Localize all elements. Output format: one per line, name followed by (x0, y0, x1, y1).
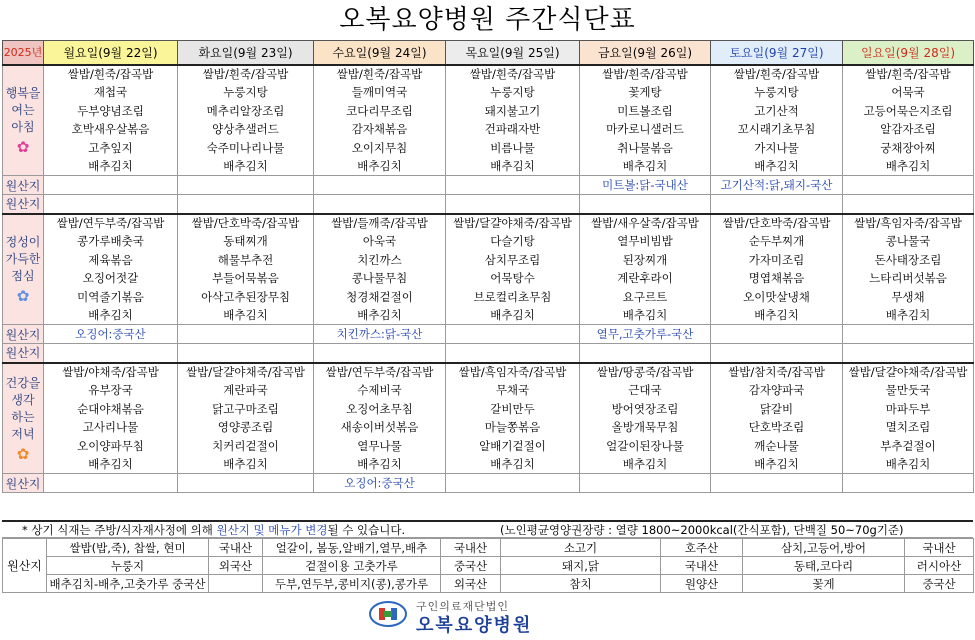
year-label: 2025년 (3, 41, 44, 65)
origin-cell (314, 176, 446, 195)
menu-cell: 배추김치 (314, 157, 446, 176)
menu-cell: 콩나물무침 (314, 269, 446, 288)
menu-cell: 쌀밥/연두부죽/잡곡밥 (44, 214, 178, 233)
menu-cell: 숙주미나리나물 (178, 139, 314, 158)
origin-item: 누룽지 (47, 557, 209, 575)
logo-subtitle: 구인의료재단법인 (416, 600, 510, 613)
origin-cell (178, 195, 314, 214)
menu-row (3, 120, 974, 139)
menu-cell: 느타리버섯볶음 (843, 269, 974, 288)
menu-cell: 어묵탕수 (446, 269, 580, 288)
menu-cell: 돼지불고기 (446, 102, 580, 121)
menu-cell: 배추김치 (178, 455, 314, 474)
menu-cell: 마카로니샐러드 (580, 120, 711, 139)
origin-cell (711, 325, 843, 344)
origin-cell (446, 474, 580, 493)
menu-row (3, 418, 974, 437)
menu-cell: 부들어묵볶음 (178, 269, 314, 288)
menu-cell: 물만둣국 (843, 381, 974, 400)
menu-cell: 오이양파무침 (44, 437, 178, 456)
menu-cell: 무생채 (843, 288, 974, 307)
menu-cell: 배추김치 (314, 455, 446, 474)
menu-cell: 배추김치 (44, 157, 178, 176)
menu-cell: 알배기겉절이 (446, 437, 580, 456)
menu-cell: 감자양파국 (711, 381, 843, 400)
origin-cell (843, 325, 974, 344)
menu-cell: 배추김치 (711, 306, 843, 325)
menu-cell: 멸치조림 (843, 418, 974, 437)
origin-label: 원산지 (3, 474, 44, 493)
origin-row (3, 325, 974, 344)
menu-cell: 명엽채볶음 (711, 269, 843, 288)
menu-cell: 배추김치 (580, 306, 711, 325)
menu-cell: 배추김치 (843, 455, 974, 474)
origin-cell (314, 195, 446, 214)
hospital-logo (368, 596, 618, 634)
menu-cell: 누룽지탕 (178, 83, 314, 102)
origin-item: 꽃게 (743, 575, 905, 593)
menu-cell: 쌀밥/야채죽/잡곡밥 (44, 363, 178, 382)
menu-cell: 단호박조림 (711, 418, 843, 437)
menu-cell: 삼치무조림 (446, 251, 580, 270)
menu-cell: 가지나물 (711, 139, 843, 158)
origin-cell (843, 195, 974, 214)
origin-cell (446, 344, 580, 363)
origin-country: 외국산 (209, 557, 263, 575)
menu-cell: 쌀밥/흰죽/잡곡밥 (711, 65, 843, 84)
menu-cell: 배추김치 (178, 157, 314, 176)
menu-cell: 배추김치 (711, 157, 843, 176)
menu-cell: 동태찌개 (178, 232, 314, 251)
menu-row (3, 306, 974, 325)
menu-cell: 아욱국 (314, 232, 446, 251)
menu-cell: 치커리겉절이 (178, 437, 314, 456)
menu-cell: 얼갈이된장나물 (580, 437, 711, 456)
day-header: 토요일(9월 27일) (711, 41, 843, 65)
menu-cell: 코다리무조림 (314, 102, 446, 121)
menu-cell: 궁채장아찌 (843, 139, 974, 158)
menu-cell: 치킨까스 (314, 251, 446, 270)
menu-cell: 쌀밥/흰죽/잡곡밥 (843, 65, 974, 84)
origin-cell (446, 176, 580, 195)
origin-item: 두부,연두부,콩비지(콩),콩가루 (263, 575, 441, 593)
origin-country: 중국산 (905, 575, 974, 593)
origin-cell (178, 344, 314, 363)
menu-cell: 쌀밥/참치죽/잡곡밥 (711, 363, 843, 382)
origin-cell (843, 474, 974, 493)
origin-cell (446, 195, 580, 214)
orange-flower-icon: ✿ (16, 444, 30, 463)
menu-cell: 다슬기탕 (446, 232, 580, 251)
menu-cell: 배추김치 (314, 306, 446, 325)
menu-cell: 쌀밥/달걀야채죽/잡곡밥 (446, 214, 580, 233)
menu-cell: 제육볶음 (44, 251, 178, 270)
menu-cell: 배추김치 (44, 306, 178, 325)
day-header: 일요일(9월 28일) (843, 41, 974, 65)
menu-cell: 쌀밥/새우살죽/잡곡밥 (580, 214, 711, 233)
origin-label: 원산지 (3, 176, 44, 195)
menu-cell: 쌀밥/흰죽/잡곡밥 (44, 65, 178, 84)
origin-cell: 미트볼:닭-국내산 (580, 176, 711, 195)
origin-cell: 열무,고춧가루-국산 (580, 325, 711, 344)
menu-row (3, 288, 974, 307)
menu-cell: 호박새우살볶음 (44, 120, 178, 139)
origin-item: 겉절이용 고춧가루 (263, 557, 441, 575)
menu-cell: 부추겉절이 (843, 437, 974, 456)
menu-cell: 꽃게탕 (580, 83, 711, 102)
origin-item: 돼지,닭 (501, 557, 661, 575)
notice-suffix: 될 수 있습니다. (327, 523, 406, 537)
menu-cell: 취나물볶음 (580, 139, 711, 158)
meal-label-text: 행복을 여는 아침 (5, 86, 41, 135)
menu-row (3, 157, 974, 176)
notes-bar (2, 520, 973, 538)
menu-cell: 배추김치 (446, 306, 580, 325)
menu-cell: 열무나물 (314, 437, 446, 456)
menu-cell: 쌀밥/달걀야채죽/잡곡밥 (843, 363, 974, 382)
menu-cell: 수제비국 (314, 381, 446, 400)
meal-label-text: 정성이 가득한 점심 (5, 235, 41, 284)
origin-cell (178, 176, 314, 195)
menu-cell: 방어엿장조림 (580, 400, 711, 419)
menu-cell: 오징어초무침 (314, 400, 446, 419)
menu-cell: 건파래자반 (446, 120, 580, 139)
menu-cell: 새송이버섯볶음 (314, 418, 446, 437)
meal-label-text: 건강을 생각 하는 저녁 (5, 375, 41, 441)
menu-cell: 계란후라이 (580, 269, 711, 288)
origin-cell (44, 474, 178, 493)
meal-label (3, 214, 44, 325)
origin-cell (843, 176, 974, 195)
menu-cell: 오이지무침 (314, 139, 446, 158)
origin-item: 배추김치-배추,고춧가루 중국산 (47, 575, 209, 593)
menu-cell: 오이맛살냉채 (711, 288, 843, 307)
origin-cell (711, 474, 843, 493)
origin-country: 중국산 (441, 557, 501, 575)
menu-cell: 어묵국 (843, 83, 974, 102)
menu-row (3, 139, 974, 158)
menu-cell: 유부장국 (44, 381, 178, 400)
origin-country: 원양산 (661, 575, 743, 593)
origin-country: 호주산 (661, 539, 743, 557)
day-header: 목요일(9월 25일) (446, 41, 580, 65)
origin-cell: 치킨까스:닭-국산 (314, 325, 446, 344)
page-title: 오복요양병원 주간식단표 (339, 5, 636, 35)
menu-row (3, 381, 974, 400)
origin-country: 러시아산 (905, 557, 974, 575)
menu-row (3, 269, 974, 288)
menu-cell: 순대야채볶음 (44, 400, 178, 419)
day-header: 수요일(9월 24일) (314, 41, 446, 65)
menu-cell: 마늘쫑볶음 (446, 418, 580, 437)
menu-row (3, 83, 974, 102)
origin-table-row (3, 557, 974, 575)
menu-cell: 고기산적 (711, 102, 843, 121)
menu-cell: 올방개묵무침 (580, 418, 711, 437)
pink-flower-icon: ✿ (16, 138, 30, 157)
origin-cell (178, 325, 314, 344)
menu-cell: 열무비빔밥 (580, 232, 711, 251)
origin-country: 국내산 (661, 557, 743, 575)
menu-row (3, 400, 974, 419)
menu-cell: 재첩국 (44, 83, 178, 102)
menu-cell: 배추김치 (580, 157, 711, 176)
menu-cell: 가자미조림 (711, 251, 843, 270)
menu-cell: 근대국 (580, 381, 711, 400)
menu-cell: 양상추샐러드 (178, 120, 314, 139)
origin-row (3, 176, 974, 195)
origin-label: 원산지 (3, 195, 44, 214)
menu-row (3, 102, 974, 121)
meal-label (3, 363, 44, 474)
day-header: 월요일(9월 22일) (44, 41, 178, 65)
day-header: 금요일(9월 26일) (580, 41, 711, 65)
origin-item: 참치 (501, 575, 661, 593)
origin-item: 삼치,고등어,방어 (743, 539, 905, 557)
origin-item: 동태,코다리 (743, 557, 905, 575)
menu-cell: 배추김치 (711, 455, 843, 474)
menu-cell: 쌀밥/달걀야채죽/잡곡밥 (178, 363, 314, 382)
menu-cell: 갈비만두 (446, 400, 580, 419)
origin-cell (44, 195, 178, 214)
origin-country: 외국산 (441, 575, 501, 593)
menu-row (3, 363, 974, 382)
hospital-logo-icon (368, 599, 408, 629)
menu-cell: 청경채겉절이 (314, 288, 446, 307)
menu-cell: 알감자조림 (843, 120, 974, 139)
menu-cell: 쌀밥/흑임자죽/잡곡밥 (446, 363, 580, 382)
origin-cell (580, 344, 711, 363)
menu-cell: 무채국 (446, 381, 580, 400)
origin-cell (44, 176, 178, 195)
menu-cell: 쌀밥/단호박죽/잡곡밥 (711, 214, 843, 233)
origin-cell (446, 325, 580, 344)
menu-cell: 배추김치 (44, 455, 178, 474)
origin-cell: 오징어:중국산 (44, 325, 178, 344)
notice-highlight: 원산지 및 메뉴가 변경 (216, 523, 328, 537)
origin-country: 국내산 (441, 539, 501, 557)
menu-cell: 콩나물국 (843, 232, 974, 251)
menu-cell: 콩가루배춧국 (44, 232, 178, 251)
menu-cell: 미트볼조림 (580, 102, 711, 121)
menu-cell: 누룽지탕 (446, 83, 580, 102)
nutrition-note: (노인평균영양권장량 : 열량 1800~2000kcal(간식포함), 단백질 50~70g기준) (500, 523, 904, 537)
menu-cell: 감자채볶음 (314, 120, 446, 139)
blue-flower-icon: ✿ (16, 287, 30, 306)
origin-cell (314, 344, 446, 363)
change-notice (22, 522, 405, 538)
menu-cell: 닭갈비 (711, 400, 843, 419)
menu-cell: 메추리알장조림 (178, 102, 314, 121)
menu-cell: 고사리나물 (44, 418, 178, 437)
origin-cell (580, 195, 711, 214)
menu-cell: 배추김치 (580, 455, 711, 474)
origin-table-label: 원산지 (3, 539, 47, 593)
origin-cell (711, 344, 843, 363)
origin-row (3, 195, 974, 214)
origin-cell (843, 344, 974, 363)
menu-cell: 오징어젓갈 (44, 269, 178, 288)
origin-label: 원산지 (3, 325, 44, 344)
menu-cell: 쌀밥/단호박죽/잡곡밥 (178, 214, 314, 233)
menu-cell: 쌀밥/들깨죽/잡곡밥 (314, 214, 446, 233)
menu-cell: 쌀밥/흰죽/잡곡밥 (580, 65, 711, 84)
menu-row (3, 65, 974, 84)
menu-cell: 아삭고추된장무침 (178, 288, 314, 307)
origin-item: 소고기 (501, 539, 661, 557)
menu-cell: 닭고구마조림 (178, 400, 314, 419)
origin-cell (580, 474, 711, 493)
menu-cell: 배추김치 (446, 455, 580, 474)
day-header: 화요일(9월 23일) (178, 41, 314, 65)
origin-row (3, 344, 974, 363)
origin-country: 국내산 (905, 539, 974, 557)
menu-cell: 해물부추전 (178, 251, 314, 270)
menu-cell: 쌀밥/흰죽/잡곡밥 (446, 65, 580, 84)
menu-cell: 쌀밥/흰죽/잡곡밥 (178, 65, 314, 84)
menu-row (3, 455, 974, 474)
menu-cell: 깨순나물 (711, 437, 843, 456)
menu-cell: 비름나물 (446, 139, 580, 158)
menu-cell: 순두부찌개 (711, 232, 843, 251)
menu-cell: 꼬시래기초무침 (711, 120, 843, 139)
menu-cell: 계란파국 (178, 381, 314, 400)
menu-row (3, 437, 974, 456)
menu-cell: 쌀밥/연두부죽/잡곡밥 (314, 363, 446, 382)
origin-cell (44, 344, 178, 363)
origin-label: 원산지 (3, 344, 44, 363)
menu-row (3, 251, 974, 270)
menu-cell: 마파두부 (843, 400, 974, 419)
origin-row (3, 474, 974, 493)
meal-label (3, 65, 44, 176)
menu-cell: 누룽지탕 (711, 83, 843, 102)
menu-cell: 배추김치 (843, 157, 974, 176)
menu-cell: 고추잎지 (44, 139, 178, 158)
origin-cell (711, 195, 843, 214)
menu-cell: 브로컬리초무침 (446, 288, 580, 307)
origin-table (2, 538, 974, 593)
menu-cell: 배추김치 (178, 306, 314, 325)
origin-item: 쌀밥(밥,죽), 찹쌀, 현미 (47, 539, 209, 557)
origin-table-row (3, 539, 974, 557)
origin-cell: 오징어:중국산 (314, 474, 446, 493)
menu-table (2, 40, 974, 493)
origin-cell: 고기산적:닭,돼지-국산 (711, 176, 843, 195)
menu-row (3, 232, 974, 251)
menu-cell: 영양콩조림 (178, 418, 314, 437)
menu-cell: 쌀밥/흰죽/잡곡밥 (314, 65, 446, 84)
menu-cell: 들깨미역국 (314, 83, 446, 102)
origin-country: 국내산 (209, 539, 263, 557)
menu-cell: 돈사태장조림 (843, 251, 974, 270)
menu-row (3, 214, 974, 233)
menu-cell: 고등어묵은지조림 (843, 102, 974, 121)
menu-cell: 두부양념조림 (44, 102, 178, 121)
origin-item: 얼갈이, 봄동,알배기,열무,배추 (263, 539, 441, 557)
menu-cell: 쌀밥/땅콩죽/잡곡밥 (580, 363, 711, 382)
origin-table-row (3, 575, 974, 593)
menu-cell: 된장찌개 (580, 251, 711, 270)
menu-cell: 배추김치 (446, 157, 580, 176)
logo-name: 오복요양병원 (416, 615, 533, 636)
menu-cell: 배추김치 (843, 306, 974, 325)
menu-cell: 쌀밥/흑임자죽/잡곡밥 (843, 214, 974, 233)
menu-cell: 미역줄기볶음 (44, 288, 178, 307)
origin-country (209, 575, 263, 593)
menu-cell: 요구르트 (580, 288, 711, 307)
origin-cell (178, 474, 314, 493)
notice-prefix: * 상기 식재는 주방/식자재사정에 의해 (22, 523, 217, 537)
